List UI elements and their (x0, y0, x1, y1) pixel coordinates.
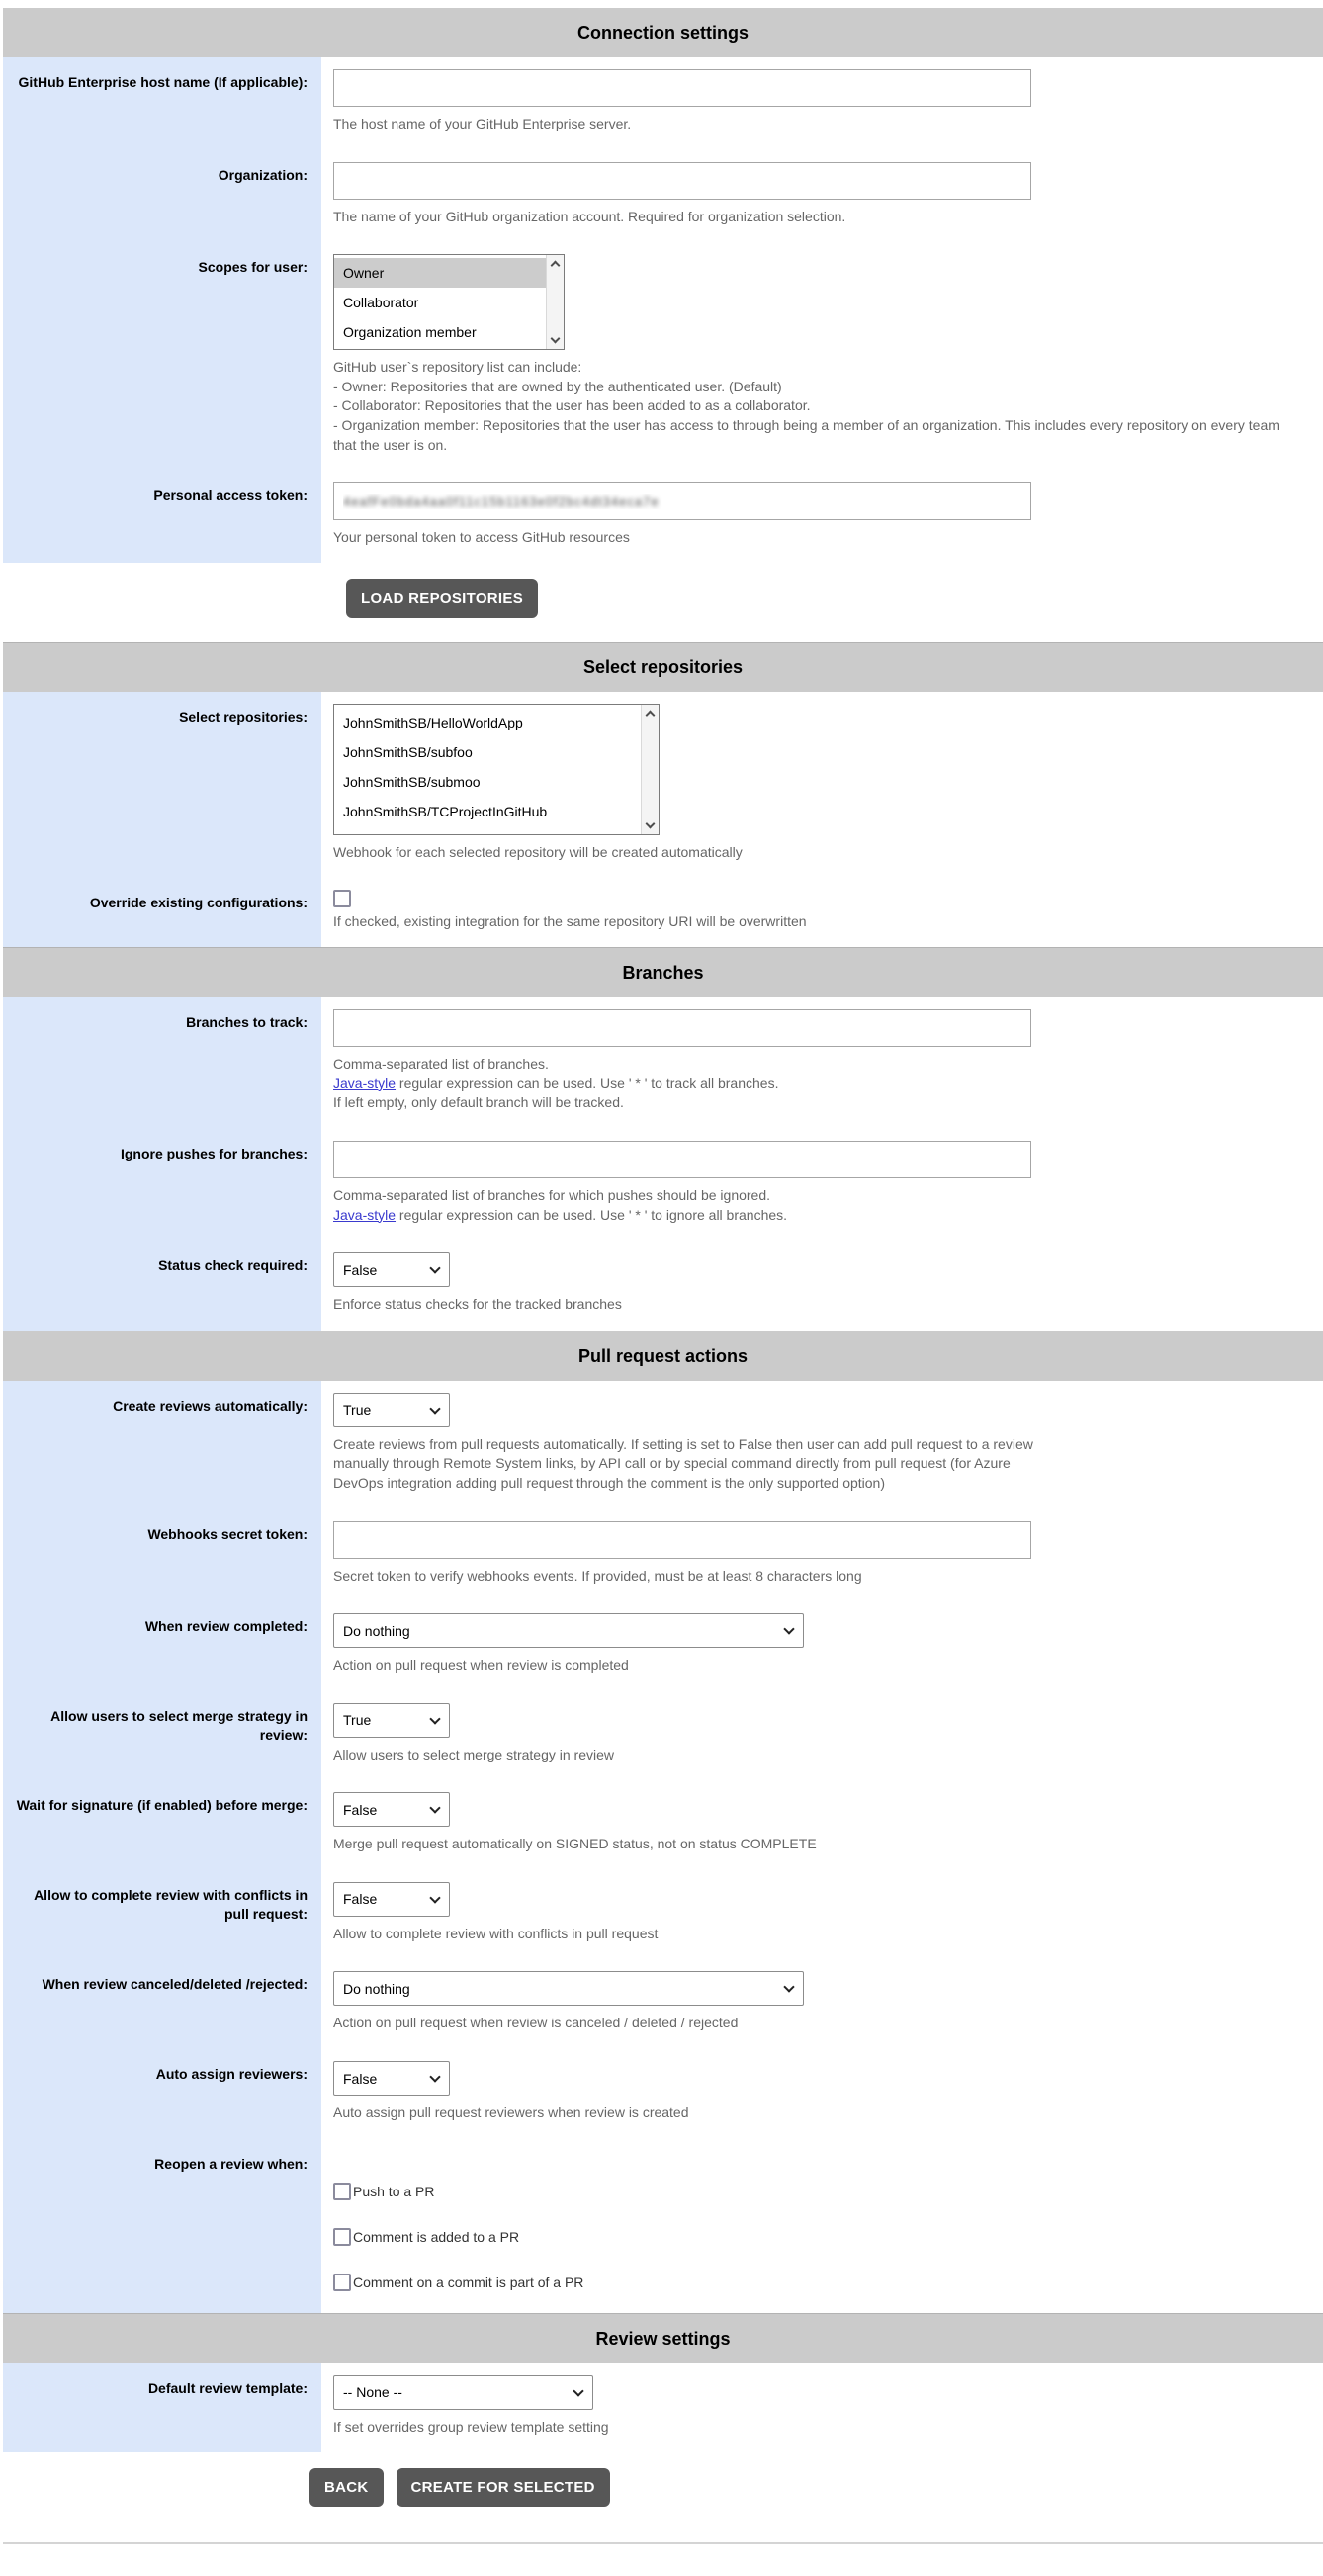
section-title: Branches (622, 963, 704, 984)
review-template-select[interactable] (333, 2375, 593, 2410)
reopen-option-comment-added (333, 2222, 1303, 2252)
scroll-up-icon[interactable] (646, 710, 656, 720)
scroll-up-icon[interactable] (551, 261, 561, 271)
host-name-label: GitHub Enterprise host name (If applicable): (3, 57, 321, 150)
create-reviews-select[interactable] (333, 1393, 450, 1427)
auto-assign-select[interactable] (333, 2061, 450, 2096)
scroll-down-icon[interactable] (551, 334, 561, 344)
auto-assign-help: Auto assign pull request reviewers when review is created (333, 2104, 689, 2121)
help-line: If left empty, only default branch will be tracked. (333, 1094, 624, 1111)
merge-strategy-select[interactable] (333, 1703, 450, 1738)
java-style-link[interactable]: Java-style (333, 1206, 397, 1223)
back-button[interactable]: BACK (309, 2468, 384, 2507)
field-row-branches-to-track (3, 997, 1323, 1129)
webhook-secret-label: Webhooks secret token: (3, 1509, 321, 1602)
field-row-review-canceled (3, 1959, 1323, 2049)
status-check-help: Enforce status checks for the tracked branches (333, 1296, 622, 1313)
scopes-option-owner[interactable]: Owner (334, 258, 546, 288)
help-line: Comma-separated list of branches. (333, 1056, 549, 1073)
reopen-option-comment-commit (333, 2268, 1303, 2297)
repositories-listbox[interactable] (333, 704, 660, 835)
help-line: Comma-separated list of branches for which pushes should be ignored. (333, 1186, 771, 1203)
review-canceled-help: Action on pull request when review is canceled / deleted / rejected (333, 2015, 739, 2031)
field-row-merge-strategy (3, 1691, 1323, 1781)
field-row-scopes (3, 242, 1323, 471)
java-style-link[interactable]: Java-style (333, 1074, 397, 1091)
field-row-complete-conflicts (3, 1870, 1323, 1960)
field-row-review-completed (3, 1601, 1323, 1691)
override-configurations-help: If checked, existing integration for the same repository URI will be overwritten (333, 912, 807, 929)
push-to-pr-checkbox[interactable] (333, 2183, 351, 2200)
complete-conflicts-label: Allow to complete review with conflicts in pull request: (3, 1870, 321, 1960)
branches-to-track-label: Branches to track: (3, 997, 321, 1129)
override-configurations-checkbox[interactable] (333, 890, 351, 907)
help-line: regular expression can be used. Use ' * ' to ignore all branches. (396, 1206, 788, 1223)
section-title: Pull request actions (577, 1345, 749, 1366)
create-for-selected-button[interactable]: CREATE FOR SELECTED (397, 2468, 610, 2507)
branches-to-track-help (333, 1055, 1303, 1113)
scopes-listbox[interactable] (333, 254, 565, 350)
review-completed-label: When review completed: (3, 1601, 321, 1691)
host-name-input[interactable] (333, 69, 1031, 107)
field-row-status-check (3, 1241, 1323, 1331)
section-title: Connection settings (576, 23, 749, 43)
reopen-checkbox-group (333, 2177, 1303, 2297)
scopes-label: Scopes for user: (3, 242, 321, 471)
repository-option[interactable]: JohnSmithSB/subfoo (343, 743, 473, 760)
review-completed-select[interactable] (333, 1613, 804, 1648)
section-header-branches (3, 947, 1323, 997)
help-line: regular expression can be used. Use ' * ' to track all branches. (396, 1074, 779, 1091)
repository-option[interactable]: JohnSmithSB/HelloWorldApp (343, 714, 523, 730)
branches-to-track-input[interactable] (333, 1009, 1031, 1047)
complete-conflicts-select[interactable] (333, 1882, 450, 1917)
bottom-divider (3, 2542, 1323, 2576)
field-row-select-repositories (3, 692, 1323, 879)
load-repositories-row (3, 563, 1323, 642)
comment-added-label: Comment is added to a PR (353, 2228, 520, 2245)
field-row-auto-assign (3, 2049, 1323, 2139)
scopes-option-collaborator[interactable]: Collaborator (343, 295, 419, 311)
create-reviews-label: Create reviews automatically: (3, 1381, 321, 1509)
repositories-scrollbar[interactable] (641, 705, 659, 834)
section-title: Select repositories (582, 656, 744, 677)
webhook-secret-help: Secret token to verify webhooks events. If provided, must be at least 8 characters long (333, 1567, 862, 1584)
comment-on-commit-checkbox[interactable] (333, 2274, 351, 2291)
field-row-review-template (3, 2363, 1323, 2453)
ignore-pushes-label: Ignore pushes for branches: (3, 1129, 321, 1241)
field-row-ignore-pushes (3, 1129, 1323, 1241)
field-row-organization (3, 150, 1323, 243)
ignore-pushes-help (333, 1186, 1303, 1225)
field-row-host-name (3, 57, 1323, 150)
scopes-help-line: - Owner: Repositories that are owned by the authenticated user. (Default) (333, 378, 782, 394)
ignore-pushes-input[interactable] (333, 1141, 1031, 1178)
comment-added-checkbox[interactable] (333, 2228, 351, 2246)
scroll-down-icon[interactable] (646, 818, 656, 828)
create-reviews-help: Create reviews from pull requests automatically. If setting is set to False then user can add pull request to a review manually through Remote System links, by API call or by special command directly from pull request (for Azure DevOps integration adding pull request through the comment is the only supported option) (333, 1435, 1033, 1491)
review-completed-help: Action on pull request when review is completed (333, 1657, 629, 1674)
scopes-option-organization-member[interactable]: Organization member (343, 324, 477, 341)
scopes-help-line: - Collaborator: Repositories that the user has been added to as a collaborator. (333, 397, 811, 414)
access-token-help: Your personal token to access GitHub resources (333, 529, 630, 546)
review-template-help: If set overrides group review template setting (333, 2418, 609, 2435)
scopes-help-line: - Organization member: Repositories that the user has access to through being a member of an organization. This includes every repository on every team that the user is on. (333, 416, 1279, 453)
merge-strategy-help: Allow users to select merge strategy in review (333, 1746, 614, 1762)
wait-signature-label: Wait for signature (if enabled) before merge: (3, 1780, 321, 1870)
field-row-reopen-review (3, 2139, 1323, 2313)
section-header-connection-settings (3, 8, 1323, 57)
organization-input[interactable] (333, 162, 1031, 200)
repository-option[interactable]: JohnSmithSB/TCProjectInGitHub (343, 803, 548, 819)
reopen-review-label: Reopen a review when: (3, 2139, 321, 2313)
scopes-scrollbar[interactable] (546, 255, 564, 349)
section-header-review-settings (3, 2313, 1323, 2363)
review-template-label: Default review template: (3, 2363, 321, 2453)
webhook-secret-input[interactable] (333, 1521, 1031, 1559)
review-canceled-select[interactable] (333, 1971, 804, 2006)
host-name-help: The host name of your GitHub Enterprise server. (333, 116, 632, 131)
status-check-label: Status check required: (3, 1241, 321, 1331)
scopes-help (333, 358, 1303, 455)
repository-option[interactable]: JohnSmithSB/submoo (343, 773, 481, 790)
access-token-label: Personal access token: (3, 471, 321, 563)
section-header-select-repositories (3, 642, 1323, 692)
review-canceled-label: When review canceled/deleted /rejected: (3, 1959, 321, 2049)
wait-signature-help: Merge pull request automatically on SIGNED status, not on status COMPLETE (333, 1836, 817, 1852)
merge-strategy-label: Allow users to select merge strategy in review: (3, 1691, 321, 1781)
select-repositories-label: Select repositories: (3, 692, 321, 879)
field-row-override-configurations (3, 878, 1323, 947)
form-actions-row (3, 2452, 1323, 2527)
section-header-pull-request-actions (3, 1331, 1323, 1381)
field-row-webhook-secret (3, 1509, 1323, 1602)
access-token-input[interactable] (333, 482, 1031, 520)
field-row-wait-signature (3, 1780, 1323, 1870)
field-row-access-token (3, 471, 1323, 563)
scopes-help-line: GitHub user`s repository list can include: (333, 359, 582, 376)
comment-on-commit-label: Comment on a commit is part of a PR (353, 2274, 584, 2290)
select-repositories-help: Webhook for each selected repository will be created automatically (333, 843, 743, 860)
wait-signature-select[interactable] (333, 1792, 450, 1827)
organization-help: The name of your GitHub organization account. Required for organization selection. (333, 208, 846, 224)
status-check-select[interactable] (333, 1252, 450, 1287)
push-to-pr-label: Push to a PR (353, 2183, 435, 2199)
field-row-create-reviews (3, 1381, 1323, 1509)
load-repositories-button[interactable]: LOAD REPOSITORIES (346, 579, 538, 618)
complete-conflicts-help: Allow to complete review with conflicts in pull request (333, 1925, 659, 1941)
section-title: Review settings (595, 2328, 731, 2349)
organization-label: Organization: (3, 150, 321, 243)
reopen-option-push (333, 2177, 1303, 2206)
override-configurations-label: Override existing configurations: (3, 878, 321, 947)
auto-assign-label: Auto assign reviewers: (3, 2049, 321, 2139)
